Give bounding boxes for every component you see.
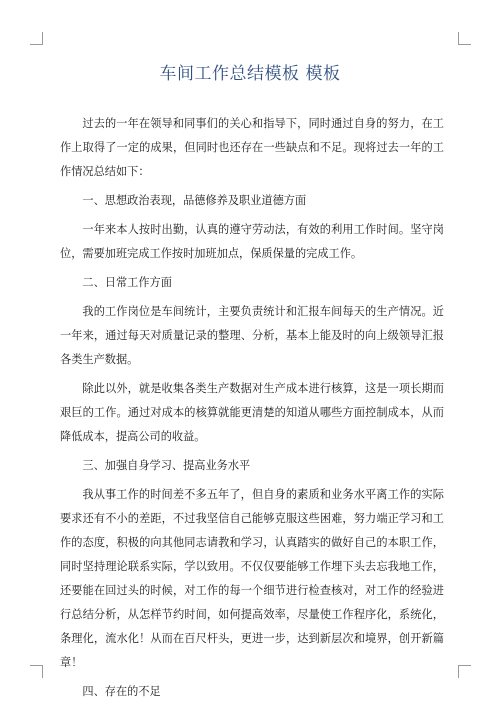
crop-mark-bottom-right xyxy=(458,665,471,678)
section-3-paragraph: 我从事工作的时间差不多五年了，但自身的素质和业务水平离工作的实际要求还有不小的差距，不过我坚信自己能够克服这些困难，努力端正学习和工作的态度，积极的向其他同志请教和学习，认真踏实的做好自己的本职工作，同时坚持理论联系实际，学以致用。不仅仅要能够工作埋下头去忘我地工作，还要能在回过头的时候，对工作的每一个细节进行检查核对，对工作的经验进行总结分析，从怎样节约时间，如何提高效率，尽量使工作程序化，系统化，条理化，流水化！从而在百尺杆头，更进一步，达到新层次和境界，创开新篇章！ xyxy=(60,488,444,669)
crop-mark-top-left xyxy=(30,32,43,45)
document-body xyxy=(60,112,444,709)
section-heading-3: 三、加强自身学习、提高业务水平 xyxy=(82,459,251,472)
section-2-paragraph-1: 我的工作岗位是车间统计，主要负责统计和汇报车间每天的生产情况。近一年来，通过每天对质量记录的整理、分析，基本上能及时的向上级领导汇报各类生产数据。 xyxy=(60,305,444,366)
section-1-paragraph: 一年来本人按时出勤，认真的遵守劳动法，有效的利用工作时间。坚守岗位，需要加班完成工作按时加班加点，保质保量的完成工作。 xyxy=(60,223,444,260)
crop-mark-top-right xyxy=(458,32,471,45)
section-heading-2: 二、日常工作方面 xyxy=(82,276,172,289)
section-2-paragraph-2: 除此以外，就是收集各类生产数据对生产成本进行核算，这是一项长期而艰巨的工作。通过对成本的核算就能更清楚的知道从哪些方面控制成本，从而降低成本，提高公司的收益。 xyxy=(60,382,444,443)
section-heading-1: 一、思想政治表现，品德修养及职业道德方面 xyxy=(82,194,307,207)
document-title: 车间工作总结模板 模板 xyxy=(159,64,341,84)
section-heading-4: 四、存在的不足 xyxy=(82,685,161,698)
crop-mark-bottom-left xyxy=(30,665,43,678)
intro-paragraph: 过去的一年在领导和同事们的关心和指导下，同时通过自身的努力，在工作上取得了一定的成果，但同时也还存在一些缺点和不足。现将过去一年的工作情况总结如下： xyxy=(60,117,444,178)
